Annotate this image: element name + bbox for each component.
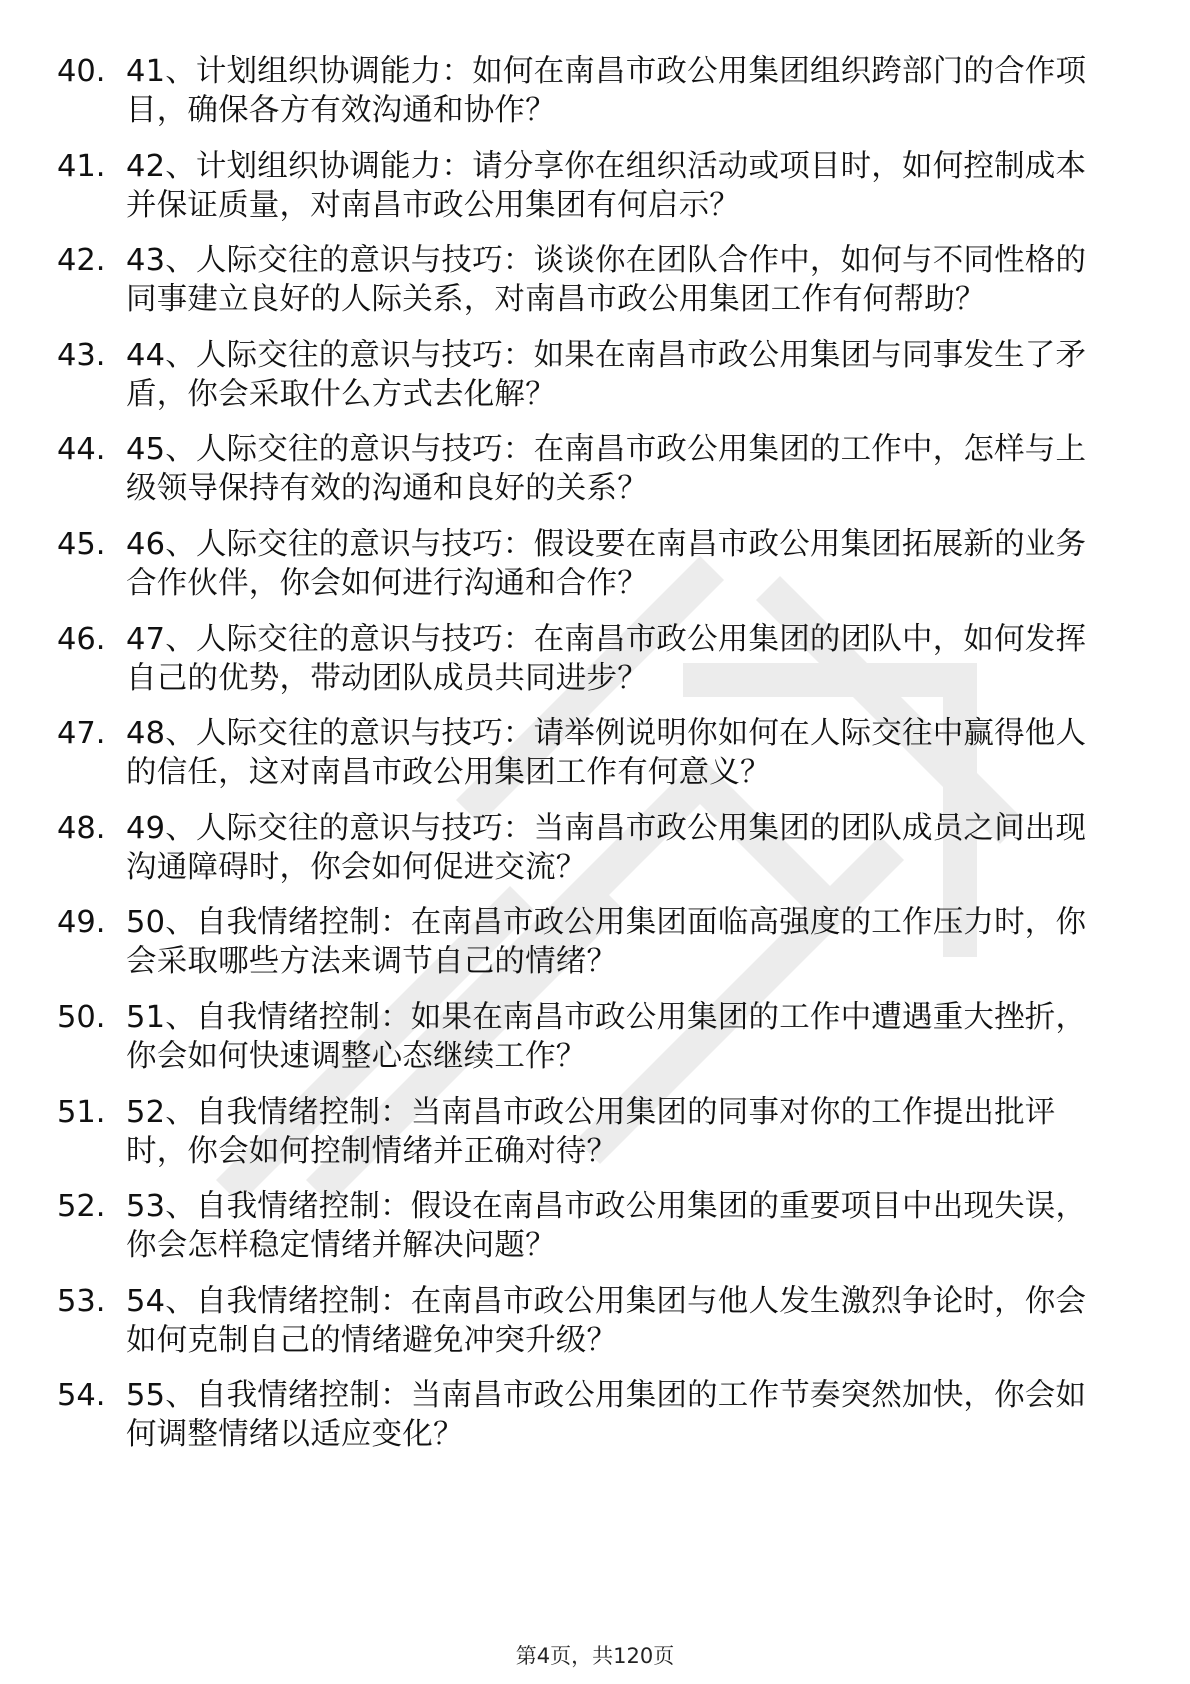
- item-text: 53、自我情绪控制：假设在南昌市政公用集团的重要项目中出现失误，你会怎样稳定情绪并解决问题？: [126, 1189, 1087, 1264]
- item-number: 50.: [57, 999, 106, 1035]
- question-list: [0, 52, 1190, 1471]
- item-number: 52.: [57, 1189, 106, 1225]
- item-text: 54、自我情绪控制：在南昌市政公用集团与他人发生激烈争论时，你会如何克制自己的情绪避免冲突升级？: [126, 1283, 1087, 1358]
- list-item: [0, 714, 1190, 792]
- item-number: 43.: [57, 337, 106, 373]
- list-item: [0, 809, 1190, 887]
- item-text: 44、人际交往的意识与技巧：如果在南昌市政公用集团与同事发生了矛盾，你会采取什么方式去化解？: [126, 337, 1087, 412]
- list-item: [0, 903, 1190, 981]
- item-number: 41.: [57, 148, 106, 184]
- item-text: 50、自我情绪控制：在南昌市政公用集团面临高强度的工作压力时，你会采取哪些方法来调节自己的情绪？: [126, 905, 1087, 980]
- item-text: 55、自我情绪控制：当南昌市政公用集团的工作节奏突然加快，你会如何调整情绪以适应变化？: [126, 1378, 1087, 1453]
- item-number: 47.: [57, 716, 106, 752]
- item-text: 48、人际交往的意识与技巧：请举例说明你如何在人际交往中赢得他人的信任，这对南昌市政公用集团工作有何意义？: [126, 716, 1087, 791]
- item-text: 47、人际交往的意识与技巧：在南昌市政公用集团的团队中，如何发挥自己的优势，带动团队成员共同进步？: [126, 621, 1087, 696]
- list-item: [0, 1187, 1190, 1265]
- item-text: 42、计划组织协调能力：请分享你在组织活动或项目时，如何控制成本并保证质量，对南昌市政公用集团有何启示？: [126, 148, 1087, 223]
- list-item: [0, 241, 1190, 319]
- list-item: [0, 620, 1190, 698]
- list-item: [0, 1093, 1190, 1171]
- list-item: [0, 430, 1190, 508]
- item-number: 53.: [57, 1283, 106, 1319]
- item-text: 46、人际交往的意识与技巧：假设要在南昌市政公用集团拓展新的业务合作伙伴，你会如何进行沟通和合作？: [126, 526, 1087, 601]
- item-number: 54.: [57, 1378, 106, 1414]
- item-text: 43、人际交往的意识与技巧：谈谈你在团队合作中，如何与不同性格的同事建立良好的人际关系，对南昌市政公用集团工作有何帮助？: [126, 243, 1087, 318]
- list-item: [0, 998, 1190, 1076]
- list-item: [0, 52, 1190, 130]
- item-number: 44.: [57, 432, 106, 468]
- page-number-label: 第4页，共120页: [515, 1644, 675, 1668]
- item-number: 42.: [57, 243, 106, 279]
- list-item: [0, 336, 1190, 414]
- item-number: 49.: [57, 905, 106, 941]
- item-text: 51、自我情绪控制：如果在南昌市政公用集团的工作中遭遇重大挫折，你会如何快速调整心态继续工作？: [126, 999, 1087, 1074]
- list-item: [0, 1282, 1190, 1360]
- item-text: 41、计划组织协调能力：如何在南昌市政公用集团组织跨部门的合作项目，确保各方有效沟通和协作？: [126, 54, 1087, 128]
- page-footer: [0, 1640, 1190, 1670]
- item-number: 46.: [57, 621, 106, 657]
- item-text: 45、人际交往的意识与技巧：在南昌市政公用集团的工作中，怎样与上级领导保持有效的沟通和良好的关系？: [126, 432, 1087, 507]
- list-item: [0, 525, 1190, 603]
- item-number: 51.: [57, 1094, 106, 1130]
- list-item: [0, 147, 1190, 225]
- item-number: 48.: [57, 810, 106, 846]
- list-item: [0, 1376, 1190, 1454]
- item-text: 49、人际交往的意识与技巧：当南昌市政公用集团的团队成员之间出现沟通障碍时，你会如何促进交流？: [126, 810, 1087, 885]
- item-number: 40.: [57, 54, 106, 89]
- item-number: 45.: [57, 526, 106, 562]
- item-text: 52、自我情绪控制：当南昌市政公用集团的同事对你的工作提出批评时，你会如何控制情绪并正确对待？: [126, 1094, 1056, 1169]
